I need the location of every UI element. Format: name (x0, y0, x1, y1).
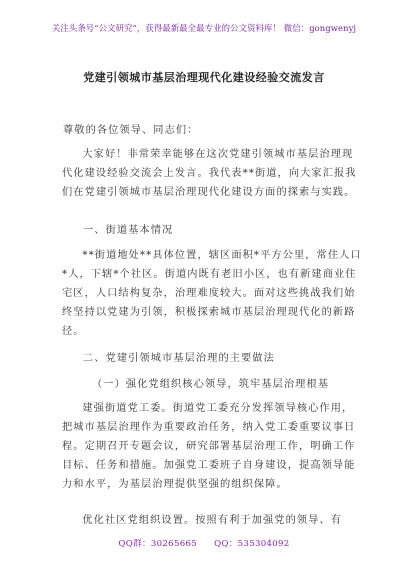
footer-qq: QQ：535304092 (214, 539, 290, 549)
footer-qq-group: QQ群：30265665 (118, 539, 198, 549)
paragraph-basic-info (62, 246, 362, 341)
section-heading-2: 二、党建引领城市基层治理的主要做法 (83, 353, 275, 364)
paragraph-party-committee (62, 399, 362, 494)
paragraph-community-party (62, 511, 362, 530)
paragraph-basic-info-text: **街道地处**具体位置，辖区面积*平方公里，常住人口*人，下辖*个社区。街道内既有老旧小区，也有新建商业住宅区，人口结构复杂，治理难度较大。面对这些挑战我们始终坚持以党建为引领，积极探索城市基层治理现代化的新路径。 (62, 250, 362, 338)
paragraph-intro-text: 大家好！非常荣幸能够在这次党建引领城市基层治理现代化建设经验交流会上发言。我代表**街道，向大家汇报我们在党建引领城市基层治理现代化建设方面的探索与实践。 (62, 149, 357, 199)
paragraph-community-party-text: 优化社区党组织设置。按照有利于加强党的领导、有 (82, 515, 343, 526)
top-banner: 关注头条号“公文研究”，获得最新最全最专业的公文资料库！ 微信：gongwenyj (51, 23, 357, 33)
footer-contact (0, 537, 408, 549)
subsection-heading-1: （一）强化党组织核心领导，筑牢基层治理根基 (92, 379, 330, 390)
paragraph-intro (62, 145, 362, 202)
section-heading-1: 一、街道基本情况 (83, 225, 174, 236)
paragraph-party-committee-text: 建强街道党工委。街道党工委充分发挥领导核心作用，把城市基层治理作为重要政治任务，纳入党工委重要议事日程。定期召开专题会议，研究部署基层治理工作，明确工作目标、任务和措施。加强党工委班子自身建设，提高领导能力和水平，为基层治理提供坚强的组织保障。 (62, 403, 356, 491)
document-title: 党建引领城市基层治理现代化建设经验交流发言 (83, 71, 325, 84)
salutation: 尊敬的各位领导、同志们： (63, 125, 199, 136)
